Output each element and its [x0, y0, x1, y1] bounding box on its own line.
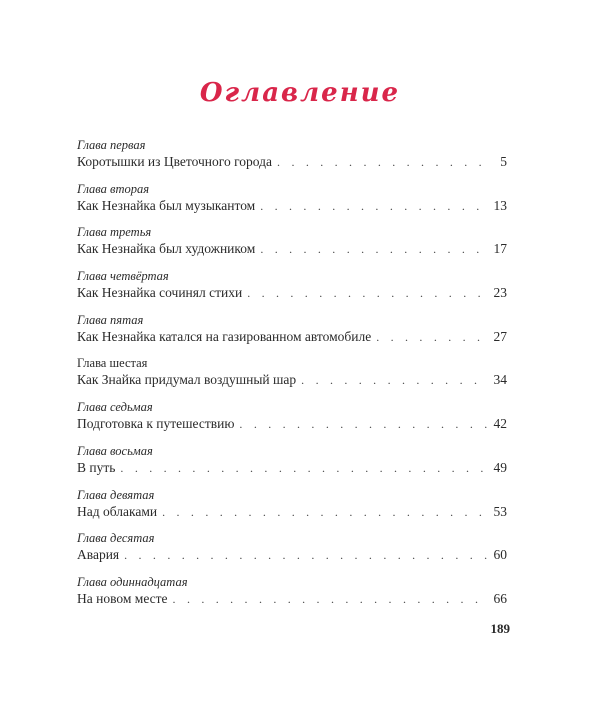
dot-leader [124, 546, 489, 564]
chapter-label: Глава девятая [77, 487, 155, 502]
page-number: 27 [493, 328, 507, 344]
chapter-label: Глава пятая [77, 312, 144, 327]
chapter-label: Глава первая [77, 138, 146, 152]
dot-leader [162, 503, 489, 521]
chapter-title: Подготовка к путешествию [77, 416, 235, 432]
dot-leader [277, 153, 489, 171]
page-number: 49 [493, 459, 507, 475]
entry-line [77, 240, 507, 258]
chapter-title: Как Незнайка сочинял стихи [77, 285, 243, 301]
toc-entry-10[interactable] [77, 531, 507, 575]
page-number: 17 [493, 241, 507, 257]
chapter-label: Глава седьмая [77, 400, 153, 415]
dot-leader [120, 459, 489, 477]
dot-leader [260, 197, 489, 215]
toc-entry-11[interactable] [77, 575, 507, 619]
chapter-label: Глава третья [77, 225, 152, 240]
toc-entry-6[interactable] [77, 356, 507, 400]
chapter-label: Глава вторая [77, 181, 150, 196]
page-number: 23 [493, 285, 507, 301]
dot-leader [301, 371, 489, 389]
chapter-title: В путь [77, 459, 116, 475]
chapter-title: Как Незнайка был художником [77, 241, 256, 257]
entry-line [77, 328, 507, 346]
toc-entry-1[interactable] [77, 138, 507, 182]
toc-entry-3[interactable] [77, 225, 507, 269]
dot-leader [260, 240, 489, 258]
page-number: 66 [493, 590, 507, 606]
entry-line [77, 284, 507, 302]
entry-line [77, 371, 507, 389]
toc-entry-4[interactable] [77, 269, 507, 313]
chapter-title: Как Незнайка катался на газированном автомобиле [77, 328, 372, 344]
page-title: Оглавление [199, 78, 401, 108]
toc-entry-5[interactable] [77, 313, 507, 357]
folio-page-number: 189 [490, 621, 510, 636]
chapter-label: Глава шестая [77, 356, 148, 371]
page-number: 42 [493, 416, 507, 432]
page-number: 34 [493, 372, 507, 388]
entry-line [77, 546, 507, 564]
dot-leader [173, 590, 489, 608]
chapter-title: Как Знайка придумал воздушный шар [77, 372, 297, 388]
toc-entry-9[interactable] [77, 488, 507, 532]
table-of-contents [77, 138, 507, 619]
entry-line [77, 459, 507, 477]
toc-entry-8[interactable] [77, 444, 507, 488]
chapter-label: Глава четвёртая [77, 269, 169, 284]
entry-line [77, 197, 507, 215]
toc-entry-7[interactable] [77, 400, 507, 444]
page-number: 60 [493, 547, 507, 563]
dot-leader [376, 328, 489, 346]
page-number: 5 [500, 154, 507, 169]
entry-line [77, 590, 507, 608]
page-number: 13 [493, 197, 507, 213]
chapter-title: Как Незнайка был музыкантом [77, 197, 256, 213]
entry-line [77, 503, 507, 521]
chapter-label: Глава десятая [77, 531, 155, 546]
entry-line [77, 415, 507, 433]
page-number: 53 [493, 503, 507, 519]
chapter-title: Коротышки из Цветочного города [77, 154, 273, 169]
chapter-title: На новом месте [77, 590, 168, 606]
dot-leader [247, 284, 489, 302]
entry-line [77, 153, 507, 171]
chapter-title: Над облаками [77, 503, 158, 519]
chapter-label: Глава восьмая [77, 443, 153, 458]
chapter-label: Глава одиннадцатая [77, 574, 188, 589]
dot-leader [239, 415, 489, 433]
toc-entry-2[interactable] [77, 182, 507, 226]
chapter-title: Авария [77, 547, 120, 563]
